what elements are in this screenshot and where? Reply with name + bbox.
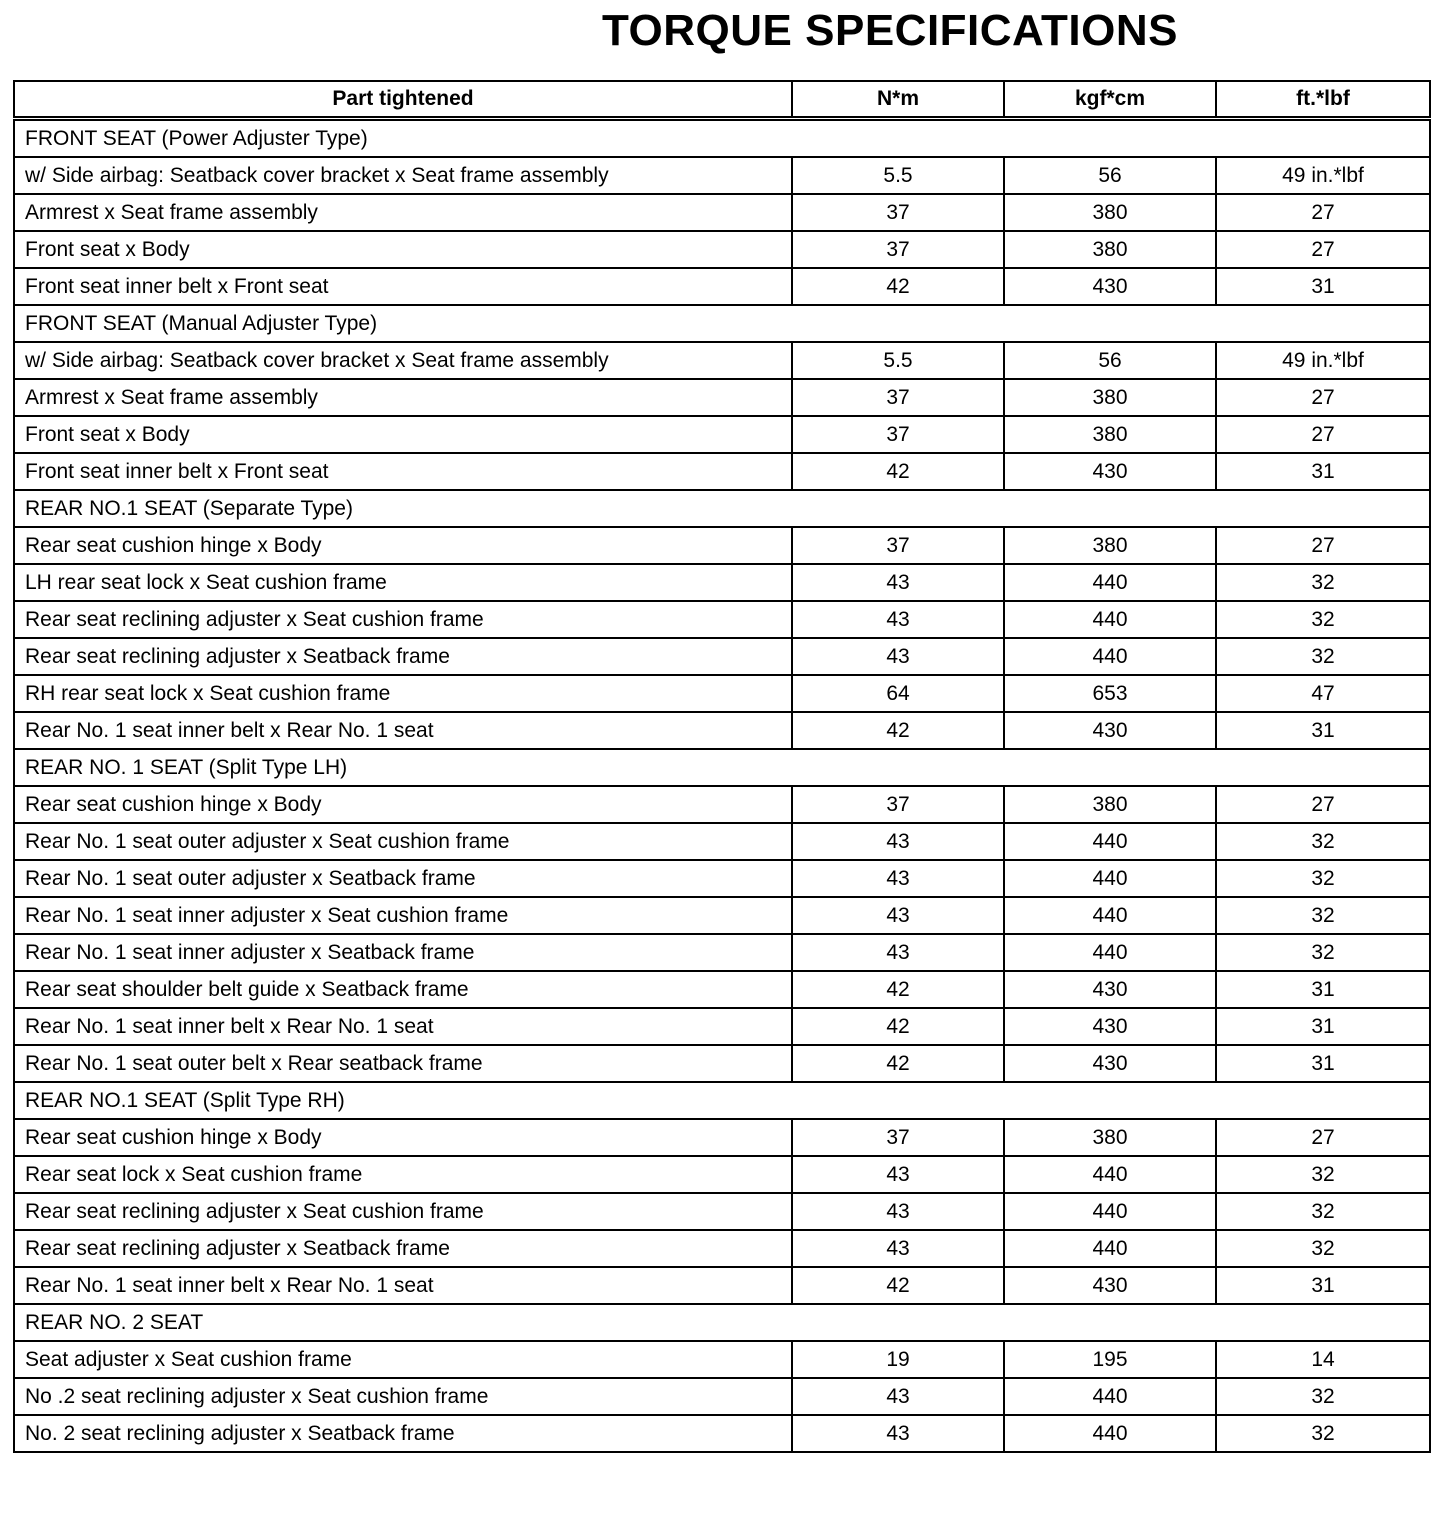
kgfcm-cell: 440: [1004, 638, 1216, 675]
ftlbf-cell: 27: [1216, 786, 1430, 823]
column-header-ftlbf: ft.*lbf: [1216, 81, 1430, 119]
nm-cell: 42: [792, 268, 1004, 305]
section-label: REAR NO.1 SEAT (Separate Type): [14, 490, 1430, 527]
table-row: [14, 342, 1430, 379]
kgfcm-cell: 56: [1004, 342, 1216, 379]
nm-cell: 19: [792, 1341, 1004, 1378]
nm-cell: 43: [792, 1378, 1004, 1415]
kgfcm-cell: 440: [1004, 823, 1216, 860]
nm-cell: 43: [792, 897, 1004, 934]
part-cell: Armrest x Seat frame assembly: [14, 379, 792, 416]
ftlbf-cell: 31: [1216, 1267, 1430, 1304]
section-row: [14, 305, 1430, 342]
kgfcm-cell: 195: [1004, 1341, 1216, 1378]
kgfcm-cell: 56: [1004, 157, 1216, 194]
ftlbf-cell: 31: [1216, 971, 1430, 1008]
part-cell: Rear seat reclining adjuster x Seatback frame: [14, 1230, 792, 1267]
nm-cell: 43: [792, 1230, 1004, 1267]
ftlbf-cell: 31: [1216, 268, 1430, 305]
ftlbf-cell: 31: [1216, 1008, 1430, 1045]
section-row: [14, 1304, 1430, 1341]
part-cell: Rear No. 1 seat inner adjuster x Seat cushion frame: [14, 897, 792, 934]
nm-cell: 37: [792, 786, 1004, 823]
kgfcm-cell: 430: [1004, 971, 1216, 1008]
nm-cell: 37: [792, 231, 1004, 268]
ftlbf-cell: 32: [1216, 934, 1430, 971]
table-row: [14, 971, 1430, 1008]
nm-cell: 43: [792, 860, 1004, 897]
table-row: [14, 897, 1430, 934]
part-cell: Rear seat cushion hinge x Body: [14, 1119, 792, 1156]
part-cell: Rear seat reclining adjuster x Seatback frame: [14, 638, 792, 675]
table-row: [14, 823, 1430, 860]
part-cell: Armrest x Seat frame assembly: [14, 194, 792, 231]
kgfcm-cell: 440: [1004, 1415, 1216, 1452]
nm-cell: 5.5: [792, 157, 1004, 194]
section-label: FRONT SEAT (Power Adjuster Type): [14, 119, 1430, 158]
part-cell: Front seat inner belt x Front seat: [14, 453, 792, 490]
table-row: [14, 453, 1430, 490]
section-label: FRONT SEAT (Manual Adjuster Type): [14, 305, 1430, 342]
table-row: [14, 1156, 1430, 1193]
nm-cell: 37: [792, 416, 1004, 453]
table-row: [14, 1193, 1430, 1230]
torque-spec-table: [13, 80, 1431, 1453]
table-header-row: [14, 81, 1430, 119]
table-row: [14, 564, 1430, 601]
ftlbf-cell: 27: [1216, 231, 1430, 268]
part-cell: No .2 seat reclining adjuster x Seat cushion frame: [14, 1378, 792, 1415]
table-row: [14, 601, 1430, 638]
table-row: [14, 231, 1430, 268]
kgfcm-cell: 380: [1004, 527, 1216, 564]
ftlbf-cell: 27: [1216, 416, 1430, 453]
kgfcm-cell: 380: [1004, 231, 1216, 268]
column-header-kgfcm: kgf*cm: [1004, 81, 1216, 119]
ftlbf-cell: 14: [1216, 1341, 1430, 1378]
table-row: [14, 1267, 1430, 1304]
kgfcm-cell: 430: [1004, 712, 1216, 749]
ftlbf-cell: 32: [1216, 897, 1430, 934]
part-cell: w/ Side airbag: Seatback cover bracket x Seat frame assembly: [14, 157, 792, 194]
nm-cell: 43: [792, 1156, 1004, 1193]
kgfcm-cell: 440: [1004, 1156, 1216, 1193]
section-row: [14, 1082, 1430, 1119]
part-cell: Rear No. 1 seat outer adjuster x Seatback frame: [14, 860, 792, 897]
ftlbf-cell: 32: [1216, 860, 1430, 897]
ftlbf-cell: 32: [1216, 823, 1430, 860]
table-row: [14, 1230, 1430, 1267]
table-row: [14, 1341, 1430, 1378]
part-cell: Rear No. 1 seat inner adjuster x Seatback frame: [14, 934, 792, 971]
table-row: [14, 157, 1430, 194]
part-cell: Seat adjuster x Seat cushion frame: [14, 1341, 792, 1378]
nm-cell: 37: [792, 194, 1004, 231]
part-cell: Rear No. 1 seat outer belt x Rear seatback frame: [14, 1045, 792, 1082]
table-row: [14, 712, 1430, 749]
part-cell: Front seat x Body: [14, 416, 792, 453]
section-row: [14, 749, 1430, 786]
table-row: [14, 268, 1430, 305]
section-row: [14, 119, 1430, 158]
part-cell: Rear seat cushion hinge x Body: [14, 786, 792, 823]
table-row: [14, 1415, 1430, 1452]
nm-cell: 37: [792, 527, 1004, 564]
column-header-nm: N*m: [792, 81, 1004, 119]
section-label: REAR NO. 1 SEAT (Split Type LH): [14, 749, 1430, 786]
nm-cell: 43: [792, 823, 1004, 860]
ftlbf-cell: 32: [1216, 601, 1430, 638]
ftlbf-cell: 31: [1216, 1045, 1430, 1082]
ftlbf-cell: 32: [1216, 638, 1430, 675]
kgfcm-cell: 440: [1004, 564, 1216, 601]
part-cell: Rear seat reclining adjuster x Seat cushion frame: [14, 601, 792, 638]
part-cell: Rear seat shoulder belt guide x Seatback frame: [14, 971, 792, 1008]
ftlbf-cell: 31: [1216, 453, 1430, 490]
part-cell: Rear No. 1 seat inner belt x Rear No. 1 seat: [14, 712, 792, 749]
nm-cell: 43: [792, 1193, 1004, 1230]
part-cell: Rear No. 1 seat outer adjuster x Seat cushion frame: [14, 823, 792, 860]
table-row: [14, 1378, 1430, 1415]
ftlbf-cell: 32: [1216, 1156, 1430, 1193]
kgfcm-cell: 430: [1004, 1267, 1216, 1304]
table-row: [14, 1045, 1430, 1082]
kgfcm-cell: 380: [1004, 194, 1216, 231]
ftlbf-cell: 49 in.*lbf: [1216, 342, 1430, 379]
table-row: [14, 1008, 1430, 1045]
ftlbf-cell: 27: [1216, 1119, 1430, 1156]
nm-cell: 43: [792, 638, 1004, 675]
table-row: [14, 416, 1430, 453]
kgfcm-cell: 440: [1004, 1230, 1216, 1267]
part-cell: Rear No. 1 seat inner belt x Rear No. 1 seat: [14, 1008, 792, 1045]
nm-cell: 42: [792, 971, 1004, 1008]
kgfcm-cell: 380: [1004, 379, 1216, 416]
part-cell: Rear seat reclining adjuster x Seat cushion frame: [14, 1193, 792, 1230]
part-cell: Rear No. 1 seat inner belt x Rear No. 1 seat: [14, 1267, 792, 1304]
nm-cell: 37: [792, 379, 1004, 416]
kgfcm-cell: 440: [1004, 1378, 1216, 1415]
nm-cell: 37: [792, 1119, 1004, 1156]
nm-cell: 42: [792, 1008, 1004, 1045]
kgfcm-cell: 653: [1004, 675, 1216, 712]
nm-cell: 42: [792, 712, 1004, 749]
kgfcm-cell: 440: [1004, 601, 1216, 638]
section-row: [14, 490, 1430, 527]
table-row: [14, 527, 1430, 564]
nm-cell: 43: [792, 934, 1004, 971]
kgfcm-cell: 440: [1004, 860, 1216, 897]
kgfcm-cell: 430: [1004, 453, 1216, 490]
nm-cell: 42: [792, 453, 1004, 490]
page-title: TORQUE SPECIFICATIONS: [601, 6, 1179, 55]
table-row: [14, 379, 1430, 416]
part-cell: LH rear seat lock x Seat cushion frame: [14, 564, 792, 601]
column-header-part: Part tightened: [14, 81, 792, 119]
section-label: REAR NO.1 SEAT (Split Type RH): [14, 1082, 1430, 1119]
part-cell: Front seat x Body: [14, 231, 792, 268]
nm-cell: 43: [792, 601, 1004, 638]
part-cell: w/ Side airbag: Seatback cover bracket x Seat frame assembly: [14, 342, 792, 379]
nm-cell: 42: [792, 1045, 1004, 1082]
ftlbf-cell: 32: [1216, 1378, 1430, 1415]
kgfcm-cell: 430: [1004, 268, 1216, 305]
nm-cell: 42: [792, 1267, 1004, 1304]
kgfcm-cell: 440: [1004, 897, 1216, 934]
ftlbf-cell: 31: [1216, 712, 1430, 749]
table-row: [14, 638, 1430, 675]
table-row: [14, 786, 1430, 823]
table-row: [14, 934, 1430, 971]
nm-cell: 5.5: [792, 342, 1004, 379]
kgfcm-cell: 430: [1004, 1008, 1216, 1045]
part-cell: No. 2 seat reclining adjuster x Seatback frame: [14, 1415, 792, 1452]
ftlbf-cell: 32: [1216, 564, 1430, 601]
ftlbf-cell: 32: [1216, 1230, 1430, 1267]
ftlbf-cell: 27: [1216, 194, 1430, 231]
kgfcm-cell: 380: [1004, 416, 1216, 453]
table-row: [14, 1119, 1430, 1156]
part-cell: Rear seat cushion hinge x Body: [14, 527, 792, 564]
nm-cell: 43: [792, 564, 1004, 601]
ftlbf-cell: 27: [1216, 379, 1430, 416]
kgfcm-cell: 430: [1004, 1045, 1216, 1082]
section-label: REAR NO. 2 SEAT: [14, 1304, 1430, 1341]
ftlbf-cell: 47: [1216, 675, 1430, 712]
table-row: [14, 860, 1430, 897]
table-body: [14, 119, 1430, 1453]
kgfcm-cell: 440: [1004, 1193, 1216, 1230]
ftlbf-cell: 27: [1216, 527, 1430, 564]
part-cell: Rear seat lock x Seat cushion frame: [14, 1156, 792, 1193]
kgfcm-cell: 380: [1004, 1119, 1216, 1156]
ftlbf-cell: 32: [1216, 1193, 1430, 1230]
ftlbf-cell: 32: [1216, 1415, 1430, 1452]
kgfcm-cell: 380: [1004, 786, 1216, 823]
table-row: [14, 675, 1430, 712]
part-cell: Front seat inner belt x Front seat: [14, 268, 792, 305]
part-cell: RH rear seat lock x Seat cushion frame: [14, 675, 792, 712]
nm-cell: 64: [792, 675, 1004, 712]
ftlbf-cell: 49 in.*lbf: [1216, 157, 1430, 194]
nm-cell: 43: [792, 1415, 1004, 1452]
kgfcm-cell: 440: [1004, 934, 1216, 971]
table-row: [14, 194, 1430, 231]
